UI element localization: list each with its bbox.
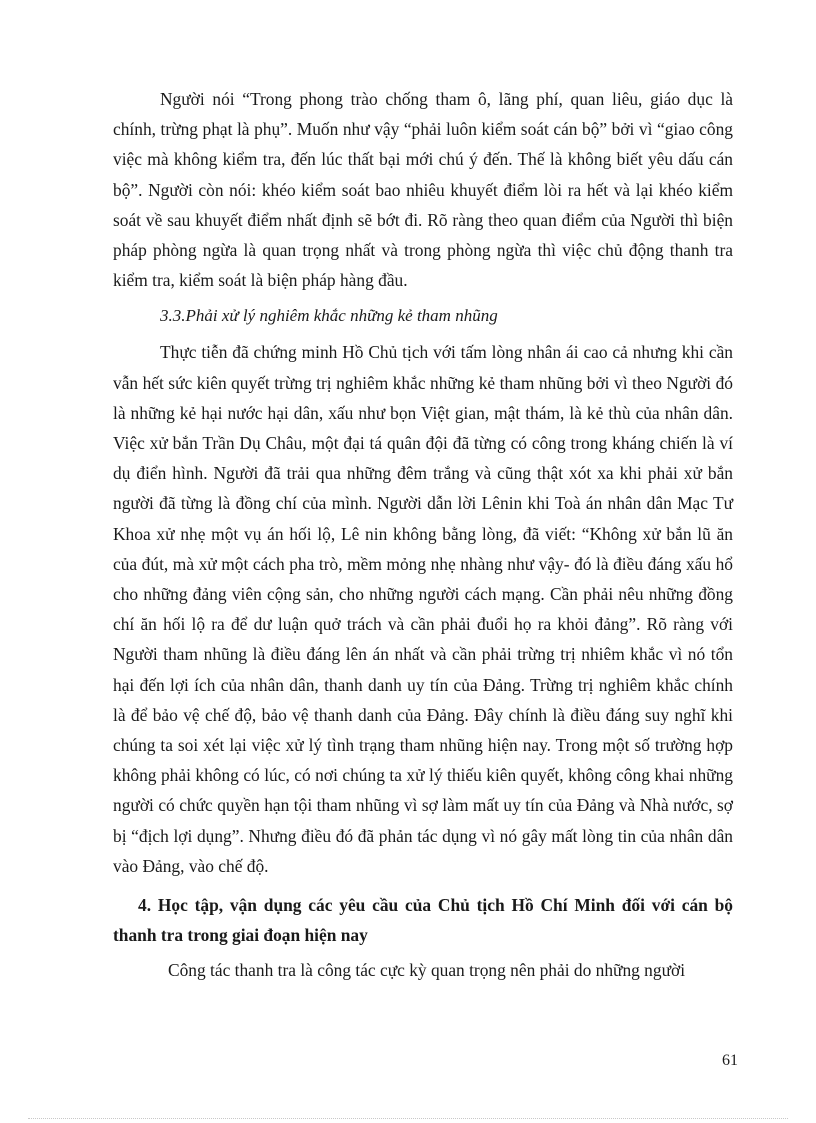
paragraph-strict-punishment: Thực tiễn đã chứng minh Hồ Chủ tịch với tấm lòng nhân ái cao cả nhưng khi cần vẫn hết sức kiên quyết trừng trị nghiêm khắc những kẻ tham nhũng bởi vì theo Người đó là những kẻ hại nước hại dân, xấu như bọn Việt gian, mật thám, là kẻ thù của nhân dân. Việc xử bắn Trần Dụ Châu, một đại tá quân đội đã từng có công trong kháng chiến là ví dụ điển hình. Người đã trải qua những đêm trắng và cũng thật xót xa khi phải xử bắn người đã từng là đồng chí của mình. Người dẫn lời Lênin khi Toà án nhân dân Mạc Tư Khoa xử nhẹ một vụ án hối lộ, Lê nin không bằng lòng, đã viết: “Không xử bắn lũ ăn của đút, mà xử một cách pha trò, mềm mỏng nhẹ nhàng như vậy- đó là điều đáng xấu hổ cho những đảng viên cộng sản, cho những người cách mạng. Cần phải nêu những đồng chí ăn hối lộ ra để dư luận quở trách và cần phải đuổi họ ra khỏi đảng”. Rõ ràng với Người tham nhũng là điều đáng lên án nhất và cần phải trừng trị nhiêm khắc vì nó tổn hại đến lợi ích của nhân dân, thanh danh uy tín của Đảng. Trừng trị nghiêm khắc chính là để bảo vệ chế độ, bảo vệ thanh danh của Đảng. Đây chính là điều đáng suy nghĩ khi chúng ta soi xét lại việc xử lý tình trạng tham nhũng hiện nay. Trong một số trường hợp không phải không có lúc, có nơi chúng ta xử lý thiếu kiên quyết, không công khai những người có chức quyền hạn tội tham nhũng vì sợ làm mất uy tín của Đảng và Nhà nước, sợ bị “địch lợi dụng”. Nhưng điều đó đã phản tác dụng vì nó gây mất lòng tin của nhân dân vào Đảng, vào chế độ. — [113, 342, 733, 876]
footer-divider — [28, 1118, 788, 1119]
page-body — [113, 84, 733, 985]
paragraph-inspection-work: Công tác thanh tra là công tác cực kỳ quan trọng nên phải do những người — [168, 960, 686, 981]
subheading-section-3-3: 3.3.Phải xử lý nghiêm khắc những kẻ tham nhũng — [160, 306, 498, 326]
heading-section-4: 4. Học tập, vận dụng các yêu cầu của Chủ tịch Hồ Chí Minh đối với cán bộ thanh tra trong giai đoạn hiện nay — [113, 895, 733, 946]
page-number: 61 — [722, 1052, 738, 1069]
paragraph-prevention: Người nói “Trong phong trào chống tham ô, lãng phí, quan liêu, giáo dục là chính, trừng phạt là phụ”. Muốn như vậy “phải luôn kiểm soát cán bộ” bởi vì “giao công việc mà không kiểm tra, đến lúc thất bại mới chú ý đến. Thế là không biết yêu dấu cán bộ”. Người còn nói: khéo kiểm soát bao nhiêu khuyết điểm lòi ra hết và lại khéo kiểm soát về sau khuyết điểm nhất định sẽ bớt đi. Rõ ràng theo quan điểm của Người thì biện pháp phòng ngừa là quan trọng nhất và trong phòng ngừa thì việc chủ động thanh tra kiểm tra, kiểm soát là biện pháp hàng đầu. — [113, 89, 733, 291]
